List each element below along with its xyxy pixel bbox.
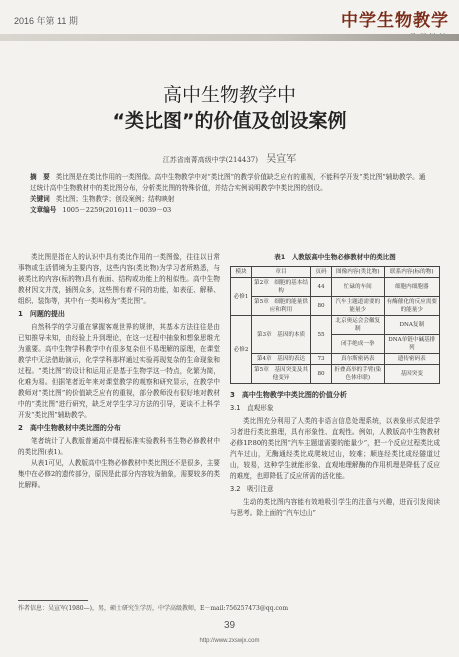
keywords-line (30, 194, 430, 205)
table-cell-target: 细胞内细胞器 (384, 278, 439, 297)
author-affiliation: 江苏省南菁高级中学(214437) (162, 156, 258, 164)
section-3 (230, 390, 440, 519)
table-title: 表1 人教版高中生物必修教材中的类比图 (274, 253, 396, 261)
table-cell-page: 44 (311, 278, 332, 297)
heading-section-2: 2 高中生物教材中类比图的分布 (18, 424, 121, 432)
title-line-2: “类比图”的价值及创设案例 (112, 110, 347, 132)
heading-section-1: 1 问题的提出 (18, 310, 65, 318)
title-line-1: 高中生物教学中 (162, 84, 296, 106)
table-cell-target: 基因突变 (384, 365, 439, 384)
table-cell-target: 遗传密码表 (384, 354, 439, 365)
article-code-line (30, 205, 430, 216)
table-cell-page: 80 (311, 365, 332, 384)
journal-website: http://www.zxswjx.com (199, 638, 260, 644)
table-cell-target: DNA复制 (384, 316, 439, 335)
table-cell-chapter: 第5章 细胞的能量供应和利用 (252, 297, 311, 316)
table-cell-content: 汽车主题道需要的能量少 (332, 297, 385, 316)
paragraph-attention: 生动的类比图内容能有效地吸引学生的注意与兴趣，进而引发阅读与思考。除上面的“汽车过山” (230, 498, 440, 517)
author-footnote: 作者信息：吴宣军(1980—)，男，硕士研究生学历，中学高级教师，E－mail:756257473@qq.com (18, 605, 289, 612)
paragraph-problem: 自然科学的学习重在掌握客观世界的规律，其基本方法往往是由已知推导未知，由经验上升到理论，在这一过程中抽象和想象思维尤为重要。高中生物学科教学中有很多复杂但不易理解的原理，在课堂教学中无法借助演示，化学学科那样通过实验再现复杂的生命现象和过程。“类比图”的设计和运用正是基于生物学这一特点，化繁为简，化难为易。但据笔者近年来对课堂教学的观察和研究显示，在教学中教师对“类比图”的价值缺乏应有的重视，部分教师没有很好地对教材中的“类比图”进行研究，缺乏对学生学习方法的引导，更谈不上科学开发“类比图”辅助教学。 (18, 323, 220, 419)
table-cell-chapter: 第5章 基因突变及其他变异 (252, 365, 311, 384)
paragraph-table-note: 从表1可见，人教版高中生物必修教材中类比图还不是很多，主要集中在必修2的遗传部分，原因是此部分内容较为抽象，需要较多的类比解释。 (18, 459, 221, 489)
footnote-divider (18, 600, 88, 601)
table-row (231, 278, 440, 297)
table-header-cell: 页码 (311, 267, 332, 278)
table-cell-module: 必修2 (231, 316, 252, 384)
table-cell-target: DNA单链中碱基排列 (384, 335, 439, 354)
table-cell-content: 忙碌的车间 (332, 278, 385, 297)
table-row (231, 316, 440, 335)
author-name: 吴宣军 (266, 154, 297, 165)
heading-section-3-2: 3.2 吸引注意 (230, 485, 274, 493)
issue-label: 2016 年第 11 期 (14, 16, 78, 26)
keywords-text: 类比图；生物教学；创设案例；结构映射 (55, 195, 175, 203)
table-row (231, 354, 440, 365)
table-header-cell: 模块 (231, 267, 252, 278)
left-column (18, 252, 220, 491)
paragraph-intuitive: 类比图充分利用了人类的非语言信息处理系统，以表象形式促进学习者进行类比推理，具有形象性、直观性。例如，人教版高中生物教材必修1P.80的类比图“汽车主题道需要的能量少”，把一个反应过程类比成汽车过山，无酶通经类比成爬坡过山，较难；顺连经类比成经隧道过山，较易，这种学生就能形象、直观地理解酶的作用机理是降低了反应的难度，也即降低了反应所需的活化能。 (230, 417, 440, 480)
table-cell-chapter: 第2章 细胞的基本结构 (252, 278, 311, 297)
heading-section-3-1: 3.1 直观形象 (230, 404, 274, 412)
page-number: 39 (223, 620, 236, 631)
paragraph-intro: 类比图是指在人的认识中具有类比作用的一类图像，往往以日常事物或生活情境为主要内容，这些内容(类比物)为学习者所熟悉，与被类比的内容(标的物)具有表面、结构或功能上的相似性。高中生物教材因文并茂，插图众多，这些图有着不同的功能，如表征、解释、组织、装饰等，其中有一类叫称为“类比图”。 (18, 253, 220, 305)
table-header-cell: 章目 (252, 267, 311, 278)
table-cell-content: 折叠高举的手臂(染色体串联) (332, 365, 385, 384)
right-column (230, 252, 440, 519)
abstract-block (30, 172, 430, 216)
table-cell-target: 有酶催化的反应需要的能量少 (384, 297, 439, 316)
analogy-table (230, 266, 440, 384)
header-band (0, 34, 459, 41)
table-cell-page: 73 (311, 354, 332, 365)
abstract-paragraph (30, 172, 430, 194)
article-code: 1005－2259(2016)11－0039－03 (62, 206, 172, 214)
table-cell-page: 55 (311, 316, 332, 354)
article-code-label: 文章编号 (30, 206, 57, 214)
abstract-text: 类比图是在类比作用的一类图像。高中生物教学中对“类比图”的教学价值缺乏应有的重视，不能科学开发“类比图”辅助教学。通过统计高中生物教材中的类比图分布，分析类比图的特殊价值，并结合实例说明教学中类比图的创设。 (30, 173, 426, 192)
table-cell-content: 北京奥运会会徽复制 (332, 316, 385, 335)
table-cell-content: 闭手绝成一拳 (332, 335, 385, 354)
paragraph-stat: 笔者统计了人教版普通高中课程标准实验教科书生物必修教材中的类比图(表1)。 (18, 437, 220, 456)
table-row (231, 297, 440, 316)
abstract-label: 摘 要 (30, 173, 50, 181)
table-cell-chapter: 第3章 基因的本质 (252, 316, 311, 354)
table-cell-chapter: 第4章 基因的表达 (252, 354, 311, 365)
table-cell-module: 必修1 (231, 278, 252, 316)
table-header-cell: 联系内容(标的物) (384, 267, 439, 278)
table-cell-page: 80 (311, 297, 332, 316)
table-header-cell: 图像内容(类比物) (332, 267, 385, 278)
table-row (231, 365, 440, 384)
journal-logo-text: 中学生物教学 (341, 11, 449, 31)
table-header-row (231, 267, 440, 278)
author-line (0, 150, 459, 165)
keywords-label: 关键词 (30, 195, 50, 203)
heading-section-3: 3 高中生物教学中类比图的价值分析 (230, 391, 347, 399)
table-cell-content: 真尔斯密码表 (332, 354, 385, 365)
